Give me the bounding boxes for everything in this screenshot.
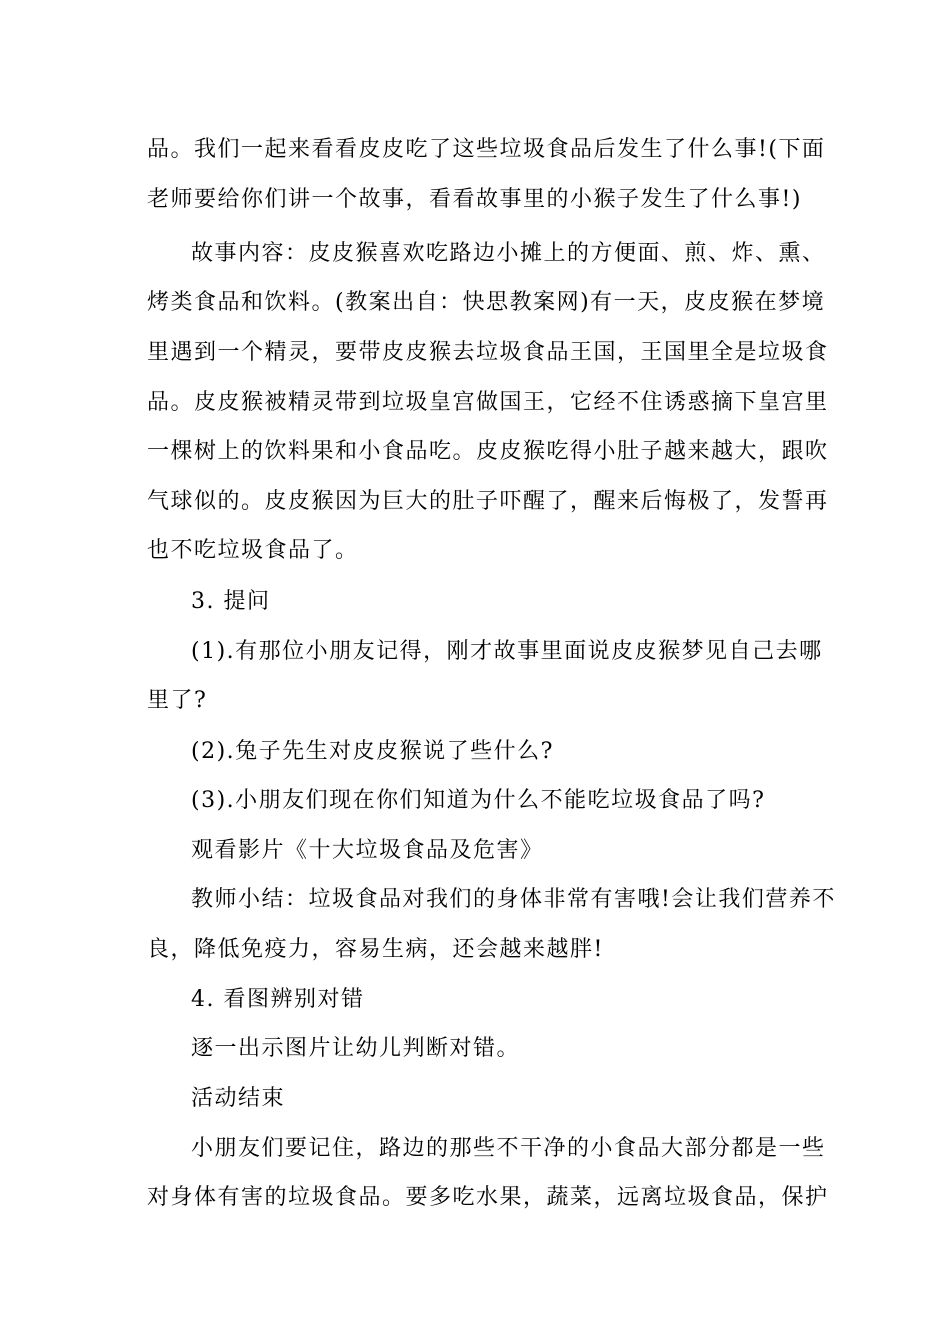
video-line: 观看影片《十大垃圾食品及危害》	[191, 838, 544, 863]
text-line-8: 气球似的。皮皮猴因为巨大的肚子吓醒了，醒来后悔极了，发誓再	[147, 489, 829, 514]
text-line-3: 故事内容：皮皮猴喜欢吃路边小摊上的方便面、煎、炸、熏、	[191, 241, 826, 266]
text-line-2: 老师要给你们讲一个故事，看看故事里的小猴子发生了什么事!)	[147, 187, 802, 212]
question-2: (2).兔子先生对皮皮猴说了些什么?	[191, 739, 554, 764]
text-line-6: 品。皮皮猴被精灵带到垃圾皇宫做国王，它经不住诱惑摘下皇宫里	[147, 390, 829, 415]
activity-end-heading: 活动结束	[191, 1086, 286, 1111]
summary-line-2: 良，降低免疫力，容易生病，还会越来越胖!	[147, 937, 604, 962]
text-line-9: 也不吃垃圾食品了。	[147, 538, 359, 563]
summary-line-1: 教师小结：垃圾食品对我们的身体非常有害哦!会让我们营养不	[191, 887, 836, 912]
question-1-line-1: (1).有那位小朋友记得，刚才故事里面说皮皮猴梦见自己去哪	[191, 639, 823, 664]
section-heading-4: 4. 看图辨别对错	[191, 987, 365, 1012]
text-line-5: 里遇到一个精灵，要带皮皮猴去垃圾食品王国，王国里全是垃圾食	[147, 340, 829, 365]
text-line-1: 品。我们一起来看看皮皮吃了这些垃圾食品后发生了什么事!(下面	[147, 137, 826, 162]
picture-judgement-line: 逐一出示图片让幼儿判断对错。	[191, 1036, 521, 1061]
question-3: (3).小朋友们现在你们知道为什么不能吃垃圾食品了吗?	[191, 788, 766, 813]
text-line-7: 一棵树上的饮料果和小食品吃。皮皮猴吃得小肚子越来越大，跟吹	[147, 439, 829, 464]
question-1-line-2: 里了?	[147, 688, 208, 713]
section-heading-3: 3. 提问	[191, 589, 271, 614]
closing-line-1: 小朋友们要记住，路边的那些不干净的小食品大部分都是一些	[191, 1136, 826, 1161]
closing-line-2: 对身体有害的垃圾食品。要多吃水果，蔬菜，远离垃圾食品，保护	[147, 1185, 829, 1210]
text-line-4: 烤类食品和饮料。(教案出自：快思教案网)有一天，皮皮猴在梦境	[147, 290, 826, 315]
